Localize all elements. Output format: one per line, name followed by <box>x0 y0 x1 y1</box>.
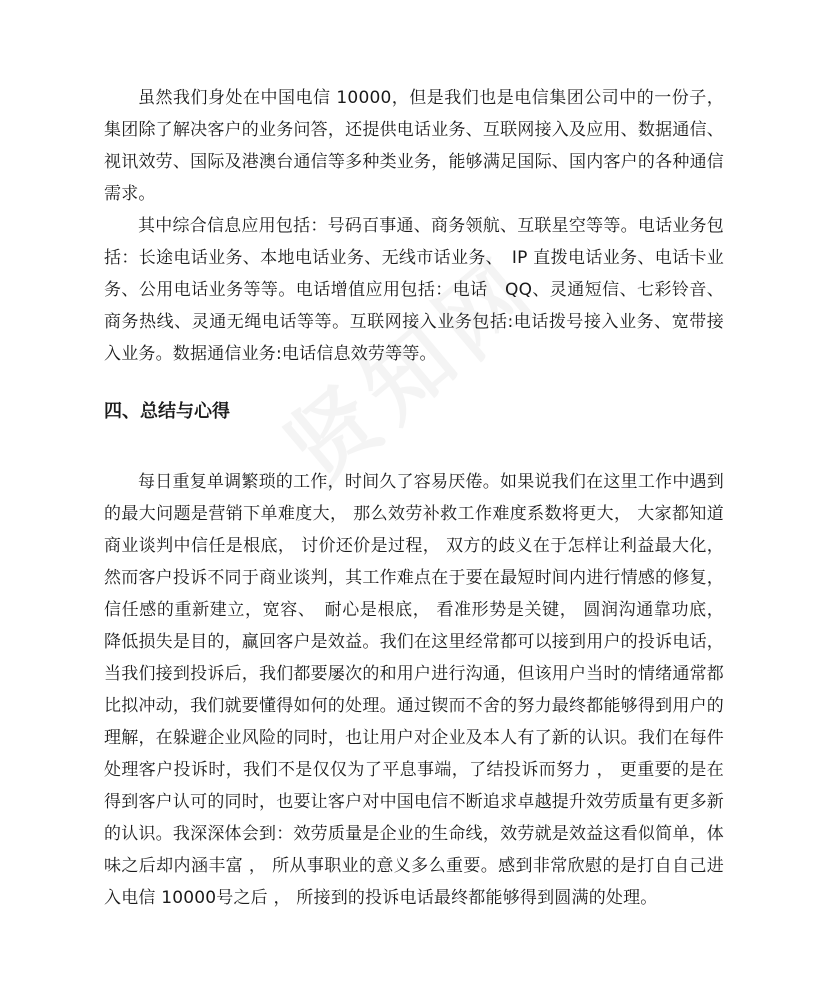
paragraph-telecom-services: 虽然我们身处在中国电信 10000，但是我们也是电信集团公司中的一份子，集团除了解决客户的业务问答，还提供电话业务、互联网接入及应用、数据通信、视讯效劳、国际及港澳台通信等多种类业务，能够满足国际、国内客户的各种通信需求。 <box>104 88 724 204</box>
paragraph-summary-reflection: 每日重复单调繁琐的工作，时间久了容易厌倦。如果说我们在这里工作中遇到的最大问题是营销下单难度大， 那么效劳补救工作难度系数将更大， 大家都知道商业谈判中信任是根底， 讨价还价是过程， 双方的歧义在于怎样让利益最大化，然而客户投诉不同于商业谈判，其工作难点在于要在最短时间内进行情感的修复，信任感的重新建立，宽容、 耐心是根底， 看准形势是关键， 圆润沟通靠功底， 降低损失是目的，赢回客户是效益。我们在这里经常都可以接到用户的投诉电话，当我们接到投诉后，我们都要屡次的和用户进行沟通，但该用户当时的情绪通常都比拟冲动，我们就要懂得如何的处理。通过锲而不舍的努力最终都能够得到用户的理解，在躲避企业风险的同时，也让用户对企业及本人有了新的认识。我们在每件处理客户投诉时，我们不是仅仅为了平息事端，了结投诉而努力 ， 更重要的是在得到客户认可的同时，也要让客户对中国电信不断追求卓越提升效劳质量有更多新的认识。我深深体会到：效劳质量是企业的生命线，效劳就是效益这看似简单，体味之后却内涵丰富 ， 所从事职业的意义多么重要。感到非常欣慰的是打自自己进入电信 10000号之后 ， 所接到的投诉电话最终都能够得到圆满的处理。 <box>104 472 724 908</box>
paragraph-service-list: 其中综合信息应用包括：号码百事通、商务领航、互联星空等等。电话业务包括：长途电话业务、本地电话业务、无线市话业务、 IP 直拨电话业务、电话卡业务、公用电话业务等等。电话增值应用包括：电话 QQ、灵通短信、七彩铃音、商务热线、灵通无绳电话等等。互联网接入业务包括:电话拨号接入业务、宽带接入业务。数据通信业务:电话信息效劳等等。 <box>104 216 724 364</box>
section-heading-summary: 四、总结与心得 <box>104 401 230 422</box>
